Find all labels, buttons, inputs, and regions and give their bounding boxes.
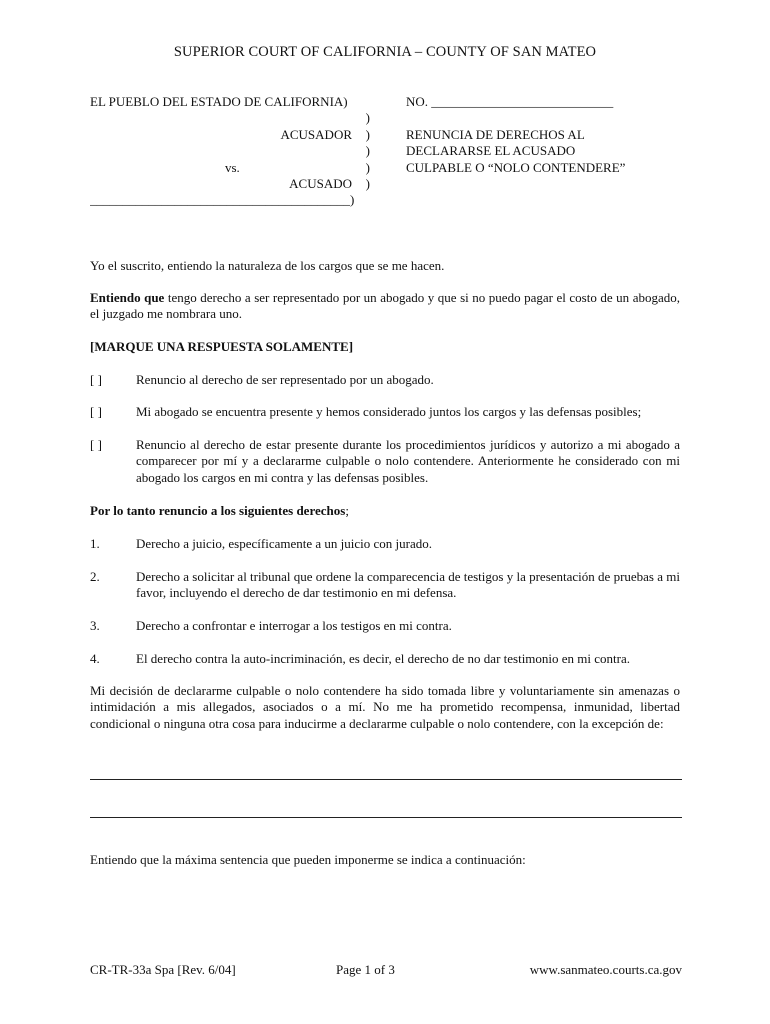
right-text: Derecho a confrontar e interrogar a los testigos en mi contra.	[136, 618, 452, 633]
counsel-lead: Entiendo que	[90, 290, 165, 305]
counsel-text: tengo derecho a ser representado por un abogado y que si no puedo pagar el costo de un abogado, el juzgado me nombrara uno.	[90, 290, 680, 322]
acusado-label: ACUSADO	[289, 175, 352, 191]
waive-heading-text: Por lo tanto renuncio a los siguientes derechos	[90, 503, 346, 518]
plaintiff-name: EL PUEBLO DEL ESTADO DE CALIFORNIA)	[90, 94, 348, 109]
right-text: El derecho contra la auto-incriminación, es decir, el derecho de no dar testimonio en mi contra.	[136, 651, 631, 666]
form-number: CR-TR-33a Spa [Rev. 6/04]	[90, 962, 236, 977]
counsel-paragraph	[90, 290, 680, 323]
waive-heading-punct: ;	[345, 503, 349, 518]
court-title: SUPERIOR COURT OF CALIFORNIA – COUNTY OF SAN MATEO	[173, 44, 597, 60]
option-text: Renuncio al derecho de estar presente durante los procedimientos jurídicos y autorizo a mi abogado a comparecer por mí y a declararme culpable o nolo contendere. Anteriormente he considerado con mi abogado los cargos en mi contra y las defensas posibles.	[136, 437, 680, 485]
option-item	[90, 404, 680, 420]
acusador-label: ACUSADOR	[280, 126, 352, 142]
right-item	[90, 618, 680, 634]
right-item	[90, 569, 680, 602]
option-item	[90, 437, 680, 486]
right-number: 4.	[90, 651, 100, 666]
right-text: Derecho a solicitar al tribunal que ordene la comparecencia de testigos y la presentación de pruebas a mi favor, incluyendo el derecho de dar testimonio en mi defensa.	[136, 569, 680, 601]
exception-answer-line-1[interactable]	[90, 779, 682, 780]
checkbox[interactable]: [ ]	[90, 437, 102, 452]
document-title-line-2: DECLARARSE EL ACUSADO	[406, 143, 576, 159]
page-number: Page 1 of 3	[336, 962, 395, 977]
exception-answer-line-2[interactable]	[90, 817, 682, 818]
court-website: www.sanmateo.courts.ca.gov	[529, 962, 682, 977]
caption-paren: )	[365, 159, 370, 175]
right-item	[90, 651, 680, 667]
right-number: 1.	[90, 536, 100, 551]
right-text: Derecho a juicio, específicamente a un juicio con jurado.	[136, 536, 432, 551]
voluntary-paragraph: Mi decisión de declararme culpable o nolo contendere ha sido tomada libre y voluntariamente sin amenazas o intimidación a mis allegados, asociados o a mí. No me ha prometido recompensa, inmunidad, libertad condicional o ninguna otra cosa para inducirme a declararme culpable o nolo contendere, con la excepción de:	[90, 683, 680, 731]
checkbox[interactable]: [ ]	[90, 404, 102, 419]
caption-paren: )	[365, 110, 370, 126]
case-caption-info	[406, 94, 625, 176]
waive-heading	[90, 503, 680, 519]
document-title-line-1: RENUNCIA DE DERECHOS AL	[406, 126, 585, 142]
case-caption-parties	[90, 94, 370, 209]
case-number-field: NO. ____________________________	[406, 94, 614, 109]
document-title-line-3: CULPABLE O “NOLO CONTENDERE”	[406, 159, 626, 175]
max-sentence-paragraph: Entiendo que la máxima sentencia que pueden imponerme se indica a continuación:	[90, 852, 526, 867]
caption-paren: )	[365, 175, 370, 191]
intro-paragraph: Yo el suscrito, entiendo la naturaleza de los cargos que se me hacen.	[90, 258, 445, 273]
right-number: 2.	[90, 569, 100, 584]
select-one-heading: [MARQUE UNA RESPUESTA SOLAMENTE]	[90, 339, 354, 354]
defendant-name-line: ________________________________________)	[90, 192, 355, 208]
option-text: Mi abogado se encuentra presente y hemos considerado juntos los cargos y las defensas posibles;	[136, 404, 642, 419]
caption-paren: )	[365, 143, 370, 159]
checkbox[interactable]: [ ]	[90, 372, 102, 387]
option-text: Renuncio al derecho de ser representado por un abogado.	[136, 372, 434, 387]
right-item	[90, 536, 680, 552]
caption-paren: )	[365, 126, 370, 142]
versus-label: vs.	[225, 159, 240, 175]
right-number: 3.	[90, 618, 100, 633]
option-item	[90, 372, 680, 388]
